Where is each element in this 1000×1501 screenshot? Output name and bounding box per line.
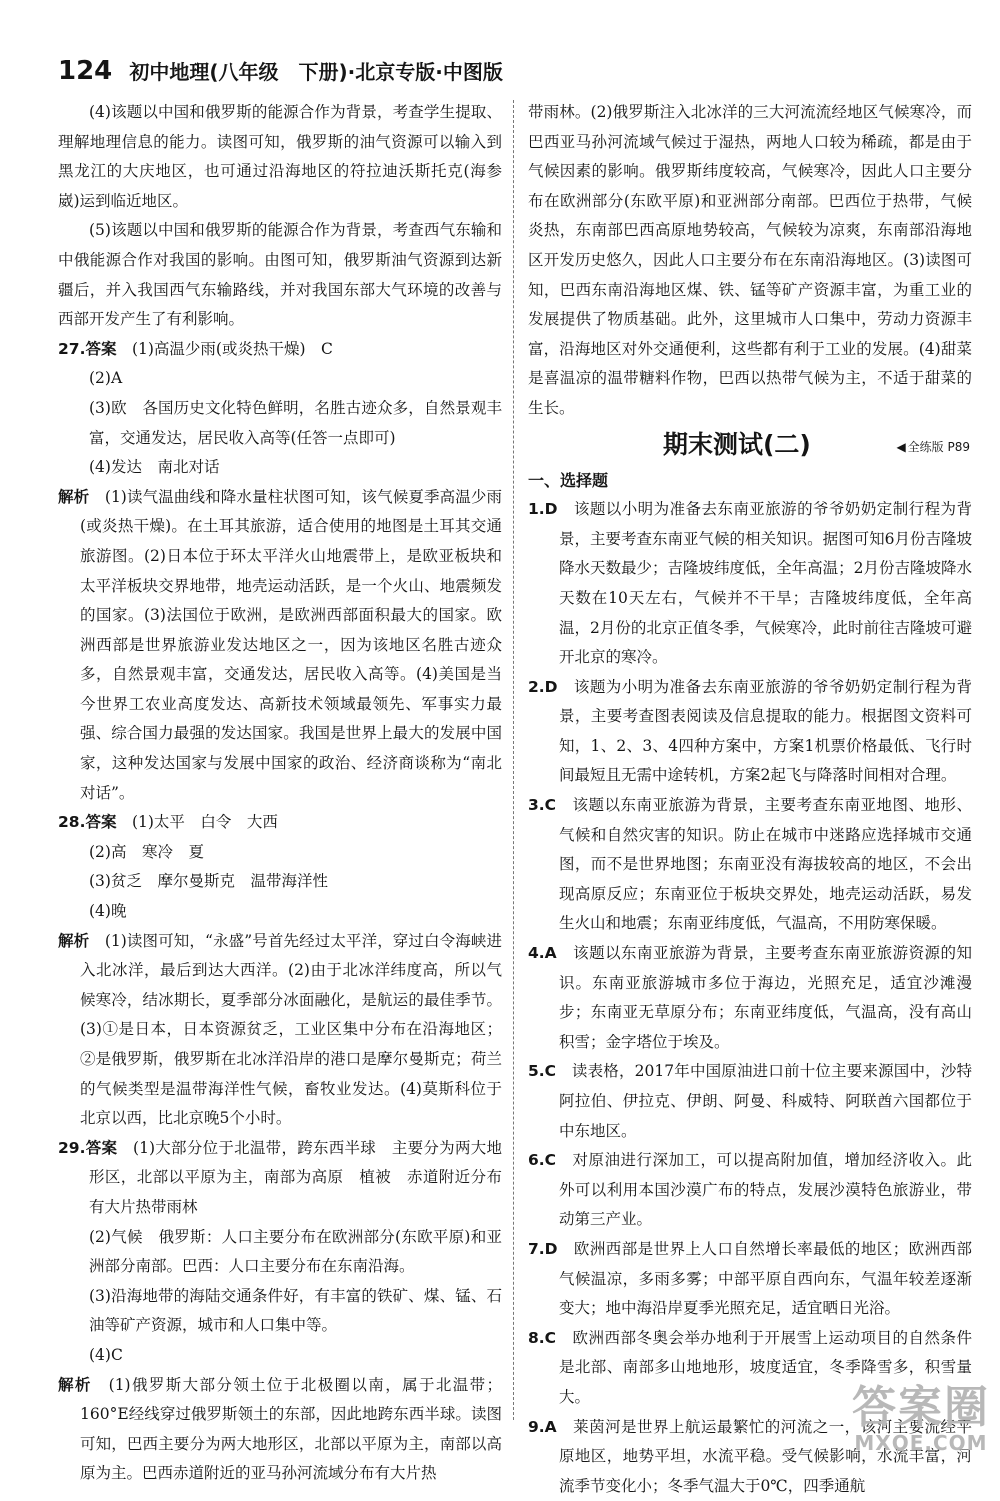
paragraph — [528, 939, 972, 1057]
answer-label: 2.D — [528, 677, 558, 696]
watermark-logo: 答案圈 — [852, 1382, 990, 1433]
answer-label: 5.C — [528, 1062, 557, 1081]
paragraph — [528, 673, 972, 791]
paragraph-text: 该题以东南亚旅游为背景，主要考查东南亚旅游资源的知识。东南亚旅游城市多位于海边，光照充足，适宜沙滩漫步；东南亚无草原分布；东南亚纬度低，气温高，没有高山积雪；金字塔位于埃及。 — [556, 944, 972, 1051]
column-divider — [513, 100, 514, 1420]
paragraph — [58, 1341, 502, 1371]
answer-label: 29.答案 — [58, 1138, 118, 1157]
paragraph — [528, 1057, 972, 1146]
paragraph — [528, 1235, 972, 1324]
paragraph-text: (1)高温少雨(或炎热干燥) C — [116, 339, 333, 358]
page-header — [58, 56, 503, 90]
paragraph-text: (2)高 寒冷 夏 — [89, 842, 204, 861]
paragraph — [58, 927, 502, 1134]
paragraph-text: (1)读气温曲线和降水量柱状图可知，该气候夏季高温少雨(或炎热干燥)。在土耳其旅游，适合使用的地图是土耳其交通旅游图。(2)日本位于环太平洋火山地震带上，是欧亚板块和太平洋板块交界地带，地壳运动活跃，是一个火山、地震频发的国家。(3)法国位于欧洲，是欧洲西部面积最大的国家。欧洲西部是世界旅游业发达地区之一，因为该地区名胜古迹众多，自然景观丰富，交通发达，居民收入高等。(4)美国是当今世界工农业高度发达、高新技术领域最领先、军事实力最强、综合国力最强的发达国家。我国是世界上最大的发展中国家，这种发达国家与发展中国家的政治、经济商谈称为“南北对话”。 — [80, 487, 502, 802]
paragraph-text: (5)该题以中国和俄罗斯的能源合作为背景，考查西气东输和中俄能源合作对我国的影响。由图可知，俄罗斯油气资源到达新疆后，并入我国西气东输路线，并对我国东部大气环境的改善与西部开发产生了有利影响。 — [58, 221, 502, 329]
section-header — [528, 426, 972, 466]
paragraph — [528, 791, 972, 939]
answer-label: 7.D — [528, 1239, 558, 1258]
paragraph — [58, 335, 502, 365]
paragraph — [58, 98, 502, 216]
paragraph — [58, 364, 502, 394]
answer-label: 3.C — [528, 796, 557, 815]
right-column — [528, 98, 972, 1501]
answer-label: 27.答案 — [58, 339, 117, 358]
paragraph-text: 莱茵河是世界上航运最繁忙的河流之一，该河主要流经平原地区，地势平坦，水流平稳。受气候影响，水流丰富，河流季节变化小；冬季气温大于0℃，四季通航 — [556, 1417, 972, 1495]
paragraph — [58, 483, 502, 809]
paragraph — [58, 1223, 502, 1282]
paragraph-text: (2)A — [89, 369, 123, 388]
answer-label: 解析 — [58, 931, 90, 950]
paragraph — [58, 1282, 502, 1341]
paragraph-text: (4)该题以中国和俄罗斯的能源合作为背景，考查学生提取、理解地理信息的能力。读图可知，俄罗斯的油气资源可以输入到黑龙江的大庆地区，也可通过沿海地区的符拉迪沃斯托克(海参崴)运到临近地区。 — [58, 103, 502, 210]
practice-reference — [896, 438, 970, 456]
arrow-icon: ◀ — [896, 439, 906, 454]
paragraph-text: (2)气候 俄罗斯：人口主要分布在欧洲部分(东欧平原)和亚洲部分南部。巴西：人口主要分布在东南沿海。 — [89, 1227, 502, 1276]
paragraph-text: 该题以小明为准备去东南亚旅游的爷爷奶奶定制行程为背景，主要考查东南亚气候的相关知识。据图可知6月份吉隆坡降水天数最少；吉隆坡纬度低，全年高温；2月份吉隆坡降水天数在10天左右，气候并不干旱；吉隆坡纬度低，全年高温，2月份的北京正值冬季，气候寒冷，此时前往吉隆坡可避开北京的寒冷。 — [557, 500, 972, 667]
paragraph — [528, 1146, 972, 1235]
paragraph-text: (3)欧 各国历史文化特色鲜明，名胜古迹众多，自然景观丰富，交通发达，居民收入高等(任答一点即可) — [89, 398, 502, 447]
paragraph — [58, 897, 502, 927]
answer-label: 解析 — [58, 487, 90, 506]
page-number: 124 — [58, 56, 113, 86]
paragraph-text: (4)C — [89, 1345, 123, 1364]
answer-label: 4.A — [528, 944, 557, 963]
paragraph-text: 欧洲西部冬奥会举办地利于开展雪上运动项目的自然条件是北部、南部多山地地形，坡度适宜，冬季降雪多，积雪量大。 — [556, 1328, 972, 1406]
paragraph — [58, 216, 502, 334]
subsection-title: 一、选择题 — [528, 470, 609, 490]
reference-text: 全练版 P89 — [907, 439, 970, 454]
paragraph-text: (3)沿海地带的海陆交通条件好，有丰富的铁矿、煤、锰、石油等矿产资源，城市和人口集中等。 — [89, 1286, 502, 1335]
paragraph — [58, 808, 502, 838]
paragraph-text: (4)晚 — [89, 902, 127, 921]
watermark-site: MXQE.COM — [854, 1431, 988, 1455]
section-title: 期末测试(二) — [663, 429, 811, 459]
paragraph — [58, 838, 502, 868]
paragraph-text: (1)太平 白令 大西 — [116, 813, 278, 832]
paragraph-text: 带雨林。(2)俄罗斯注入北冰洋的三大河流流经地区气候寒冷，而巴西亚马孙河流域气候过于湿热，两地人口较为稀疏，都是由于气候因素的影响。俄罗斯纬度较高，气候寒冷，因此人口主要分布在欧洲部分(东欧平原)和亚洲部分南部。巴西位于热带，气候炎热，东南部巴西高原地势较高，气候较为凉爽，东南部沿海地区开发历史悠久，因此人口主要分布在东南沿海地区。(3)读图可知，巴西东南沿海地区煤、铁、锰等矿产资源丰富，为重工业的发展提供了物质基础。此外，这里城市人口集中，劳动力资源丰富，沿海地区对外交通便利，这些都有利于工业的发展。(4)甜菜是喜温凉的温带糖料作物，巴西以热带气候为主，不适于甜菜的生长。 — [528, 103, 972, 417]
answer-label: 9.A — [528, 1417, 557, 1436]
paragraph-text: (1)大部分位于北温带，跨东西半球 主要分为两大地形区，北部以平原为主，南部为高原 植被 赤道附近分布有大片热带雨林 — [89, 1138, 502, 1216]
paragraph-text: (4)发达 南北对话 — [89, 458, 220, 477]
paragraph-text: 欧洲西部是世界上人口自然增长率最低的地区；欧洲西部气候温凉，多雨多雾；中部平原自西向东，气温年较差逐渐变大；地中海沿岸夏季光照充足，适宜晒日光浴。 — [557, 1239, 972, 1318]
answer-label: 1.D — [528, 500, 558, 519]
paragraph — [528, 98, 972, 424]
book-title: 初中地理(八年级 下册)·北京专版·中图版 — [129, 60, 503, 84]
paragraph — [58, 1371, 502, 1489]
paragraph-text: (1)读图可知，“永盛”号首先经过太平洋，穿过白令海峡进入北冰洋，最后到达大西洋。(2)由于北冰洋纬度高，所以气候寒冷，结冰期长，夏季部分冰面融化，是航运的最佳季节。(3)①是日本，日本资源贫乏，工业区集中分布在沿海地区；②是俄罗斯，俄罗斯在北冰洋沿岸的港口是摩尔曼斯克；荷兰的气候类型是温带海洋性气候，畜牧业发达。(4)莫斯科位于北京以西，比北京晚5个小时。 — [80, 931, 502, 1128]
answer-list — [528, 495, 972, 1501]
paragraph — [58, 867, 502, 897]
answer-label: 解析 — [58, 1375, 92, 1394]
left-column — [58, 98, 502, 1489]
paragraph — [58, 394, 502, 453]
paragraph — [58, 453, 502, 483]
answer-label: 6.C — [528, 1151, 557, 1170]
paragraph-text: 读表格，2017年中国原油进口前十位主要来源国中，沙特阿拉伯、伊拉克、伊朗、阿曼、科威特、阿联酋六国都位于中东地区。 — [556, 1062, 972, 1140]
answer-label: 8.C — [528, 1328, 557, 1347]
paragraph-text: 该题为小明为准备去东南亚旅游的爷爷奶奶定制行程为背景，主要考查图表阅读及信息提取的能力。根据图文资料可知，1、2、3、4四种方案中，方案1机票价格最低、飞行时间最短且无需中途转机，方案2起飞与降落时间相对合理。 — [557, 677, 972, 785]
paragraph — [528, 495, 972, 673]
paragraph — [58, 1134, 502, 1223]
paragraph-text: (1)俄罗斯大部分领土位于北极圈以南，属于北温带；160°E经线穿过俄罗斯领土的东部，因此地跨东西半球。读图可知，巴西主要分为两大地形区，北部以平原为主，南部以高原为主。巴西赤道附近的亚马孙河流域分布有大片热 — [80, 1375, 502, 1483]
answer-label: 28.答案 — [58, 813, 117, 832]
paragraph-text: 对原油进行深加工，可以提高附加值，增加经济收入。此外可以利用本国沙漠广布的特点，发展沙漠特色旅游业，带动第三产业。 — [556, 1151, 972, 1229]
paragraph-text: 该题以东南亚旅游为背景，主要考查东南亚地图、地形、气候和自然灾害的知识。防止在城市中迷路应选择城市交通图，而不是世界地图；东南亚没有海拔较高的地区，不会出现高原反应；东南亚位于板块交界处，地壳运动活跃，易发生火山和地震；东南亚纬度低，气温高，不用防寒保暖。 — [556, 796, 972, 933]
paragraph-text: (3)贫乏 摩尔曼斯克 温带海洋性 — [89, 872, 328, 891]
right-column-continued-text — [528, 98, 972, 424]
watermark — [852, 1384, 990, 1454]
